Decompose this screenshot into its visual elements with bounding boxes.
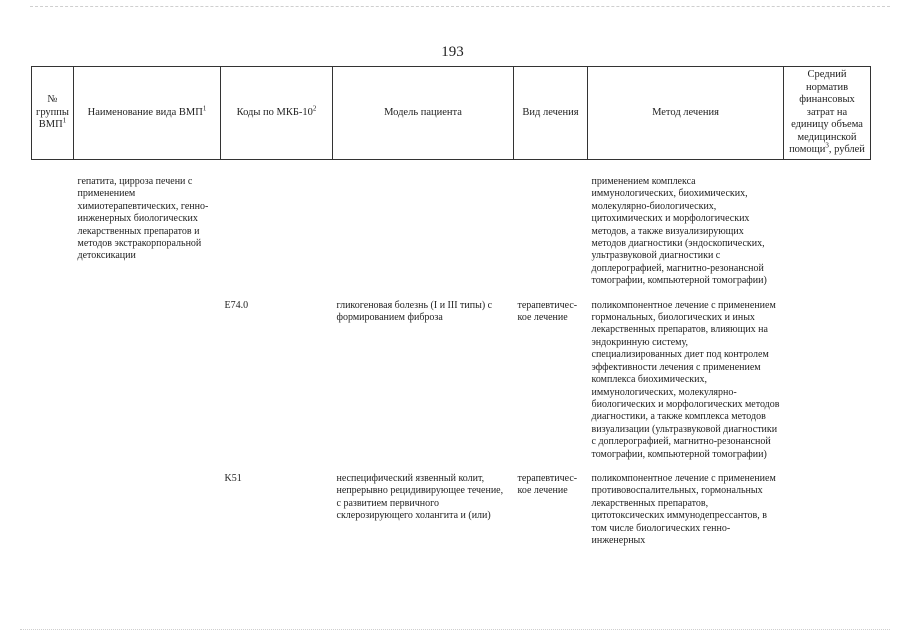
table-row — [32, 160, 871, 300]
cell-method: применением комплекса иммунологических, биохимических, молекулярно-биологических, цитохимических и морфологических методов, а также визуализирующих методов диагностики (эндоскопических, ультразвуковой диагностики с доплерографией, магнитно-резонансной томографии, компьютерной томографии) — [591, 176, 767, 287]
table-header — [32, 67, 871, 160]
cell-vmp-name: гепатита, цирроза печени с применением химиотерапевтических, генно-инженерных биологических лекарственных препаратов и методов экстракорпоральной детоксикации — [77, 176, 209, 262]
table-row — [32, 300, 871, 473]
cell-group — [32, 300, 74, 473]
header-icd-codes: Коды по МКБ-$10^2$ — [221, 67, 333, 160]
scan-edge-bottom — [20, 629, 890, 630]
cell-cost — [784, 160, 871, 300]
cell-treatment: терапевтичес-кое лечение — [517, 299, 578, 324]
cell-code — [221, 160, 333, 300]
cell-method: поликомпонентное лечение с применением гормональных, биологических и иных лекарственных препаратов, влияющих на эндокринную систему, специализированных диет под контролем эффективности лечения с применением комплекса биохимических, иммунологических, молекулярно-биологических и морфологических методов диагностики, а также комплекса методов визуализации (ультразвуковой диагностики с доплерографией, магнитно-резонансной томографии, компьютерной томографии) — [591, 299, 780, 460]
header-treatment-type: Вид лечения — [514, 67, 588, 160]
cell-model: неспецифический язвенный колит, непрерывно рецидивирующее течение, с развитием первичного склерозирующего холангита и (или) — [336, 472, 504, 522]
table-body — [32, 160, 871, 548]
cell-cost — [784, 300, 871, 473]
cell-model: гликогеновая болезнь (I и III типы) с формированием фиброза — [336, 299, 493, 324]
cell-model — [333, 160, 514, 300]
cell-vmp-name — [74, 300, 221, 473]
cell-group — [32, 473, 74, 547]
cell-group — [32, 160, 74, 300]
cell-cost — [784, 473, 871, 547]
cell-vmp-name — [74, 473, 221, 547]
table-row — [32, 473, 871, 547]
page-number: 193 — [441, 44, 464, 60]
cell-treatment — [514, 160, 588, 300]
header-vmp-name: Наименование вида ВМП$^1$ — [74, 67, 221, 160]
scan-edge-top — [30, 6, 890, 7]
cell-code: K51 — [224, 472, 242, 484]
cell-treatment: терапевтичес-кое лечение — [517, 472, 578, 497]
header-avg-cost: Средний норматив финансовых затрат на единицу объема медицинской помощи$^3$, рублей — [784, 67, 871, 160]
header-group-no: № группы ВМП$^1$ — [32, 67, 74, 160]
cell-code: E74.0 — [224, 299, 249, 311]
cell-method: поликомпонентное лечение с применением противовоспалительных, гормональных лекарственных препаратов, цитотоксических иммунодепрессантов, в том числе биологических генно-инженерных — [591, 472, 776, 546]
header-treatment-method: Метод лечения — [588, 67, 784, 160]
vmp-table — [31, 66, 871, 547]
header-row — [32, 67, 871, 160]
header-patient-model: Модель пациента — [333, 67, 514, 160]
